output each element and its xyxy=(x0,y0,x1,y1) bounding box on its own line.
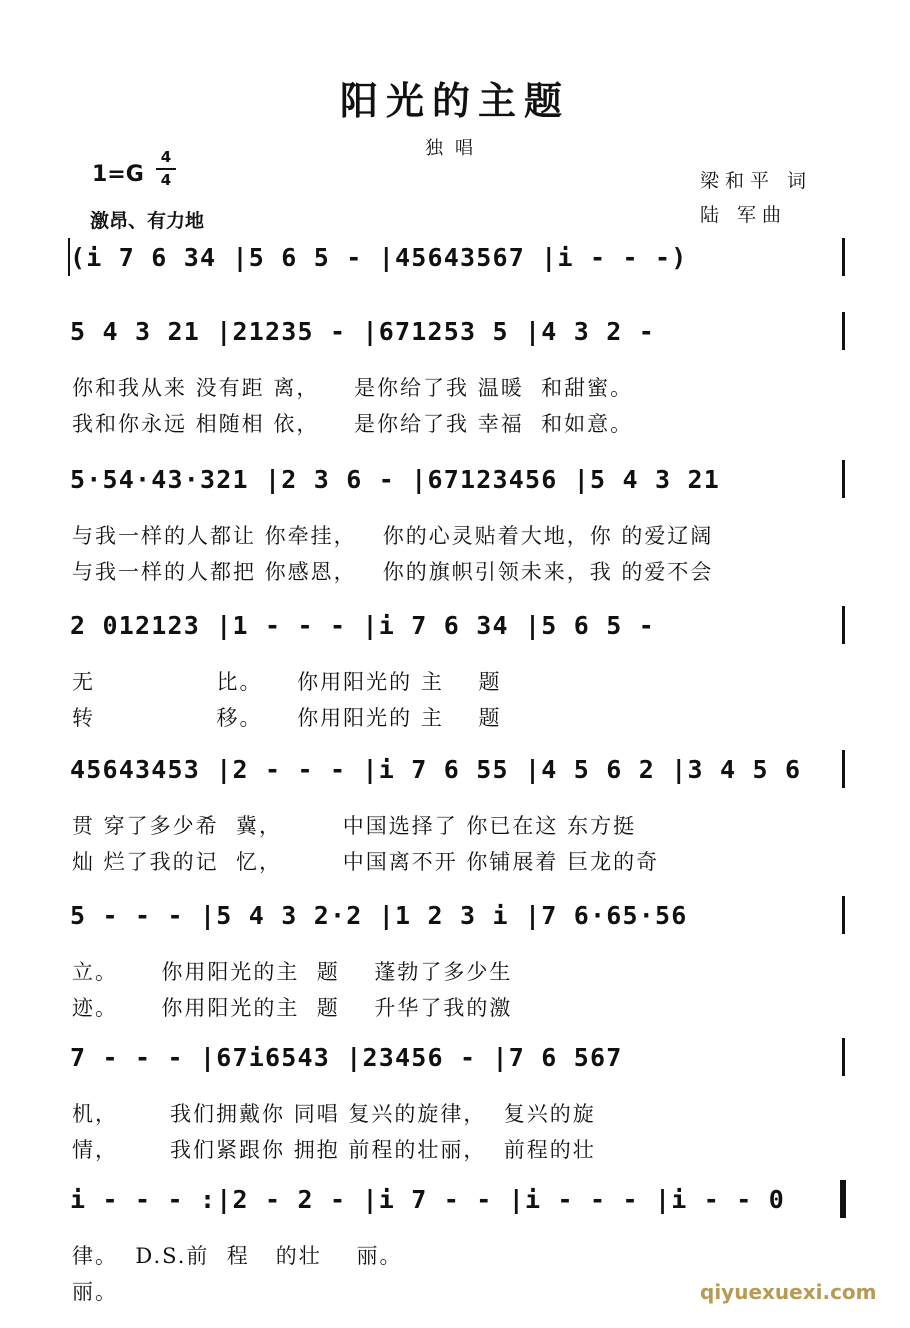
score-system-5 xyxy=(0,894,910,1044)
lyric-verse-2: 情， 我们紧跟你 拥抱 前程的壮丽， 前程的壮 xyxy=(72,1138,596,1162)
song-title: 阳光的主题 xyxy=(339,78,570,123)
lyric-verse-1: 无 比。 你用阳光的 主 题 xyxy=(72,670,502,694)
time-signature-bottom: 4 xyxy=(160,171,172,189)
score-system-6 xyxy=(0,1036,910,1186)
final-double-barline xyxy=(840,1180,846,1218)
barline-end xyxy=(842,750,845,788)
lyric-verse-2: 与我一样的人都把 你感恩， 你的旗帜引领未来，我 的爱不会 xyxy=(72,560,714,584)
lyric-verse-1: 立。 你用阳光的主 题 蓬勃了多少生 xyxy=(72,960,513,984)
score-system-1 xyxy=(0,310,910,460)
lyric-verse-1: 你和我从来 没有距 离， 是你给了我 温暖 和甜蜜。 xyxy=(72,376,634,400)
score-system-4 xyxy=(0,748,910,898)
tempo-marking: 激昂、有力地 xyxy=(90,210,205,232)
watermark: qiyuexuexi.com xyxy=(700,1280,877,1304)
key-signature: 1=G xyxy=(92,162,144,187)
score-system-3 xyxy=(0,604,910,754)
lyric-verse-1: 与我一样的人都让 你牵挂， 你的心灵贴着大地，你 的爱辽阔 xyxy=(72,524,714,548)
lyric-verse-1: 律。 D.S.前 程 的壮 丽。 xyxy=(72,1244,403,1268)
notes-line: 5·54·43·321 |2 3 6 - |67123456 |5 4 3 21 xyxy=(70,465,721,494)
barline-end xyxy=(842,238,845,276)
lyricist-credit: 梁和平 词 xyxy=(700,170,813,192)
lyric-verse-2: 转 移。 你用阳光的 主 题 xyxy=(72,706,502,730)
barline-end xyxy=(842,312,845,350)
notes-line: 5 4 3 21 |21235 - |671253 5 |4 3 2 - xyxy=(70,317,672,346)
time-signature-top: 4 xyxy=(160,148,172,166)
notes-line: 2 012123 |1 - - - |i 7 6 34 |5 6 5 - xyxy=(70,611,672,640)
notes-line: 7 - - - |67i6543 |23456 - |7 6 567 xyxy=(70,1043,623,1072)
notes-line: 5 - - - |5 4 3 2·2 |1 2 3 i |7 6·65·56 xyxy=(70,901,688,930)
lyric-verse-2: 我和你永远 相随相 依， 是你给了我 幸福 和如意。 xyxy=(72,412,634,436)
notes-line: 45643453 |2 - - - |i 7 6 55 |4 5 6 2 |3 4 5 6 xyxy=(70,755,802,784)
lyric-verse-2: 迹。 你用阳光的主 题 升华了我的激 xyxy=(72,996,513,1020)
time-signature xyxy=(156,148,176,190)
time-signature-divider xyxy=(156,168,176,170)
score-system-2 xyxy=(0,458,910,608)
notes-line: i - - - :|2 - 2 - |i 7 - - |i - - - |i - - 0 xyxy=(70,1185,786,1214)
barline-end xyxy=(842,896,845,934)
song-subtitle: 独唱 xyxy=(425,138,485,159)
barline-end xyxy=(842,606,845,644)
composer-credit: 陆 军曲 xyxy=(700,204,788,226)
lyric-verse-1: 贯 穿了多少希 冀， 中国选择了 你已在这 东方挺 xyxy=(72,814,637,838)
notes-line: (i 7 6 34 |5 6 5 - |45643567 |i - - -) xyxy=(70,243,688,272)
lyric-verse-1: 机， 我们拥戴你 同唱 复兴的旋律， 复兴的旋 xyxy=(72,1102,596,1126)
barline xyxy=(68,238,70,276)
barline-end xyxy=(842,460,845,498)
barline-end xyxy=(842,1038,845,1076)
lyric-verse-2: 丽。 xyxy=(72,1280,118,1304)
lyric-verse-2: 灿 烂了我的记 忆， 中国离不开 你铺展着 巨龙的奇 xyxy=(72,850,660,874)
score-system-7 xyxy=(0,1178,910,1328)
